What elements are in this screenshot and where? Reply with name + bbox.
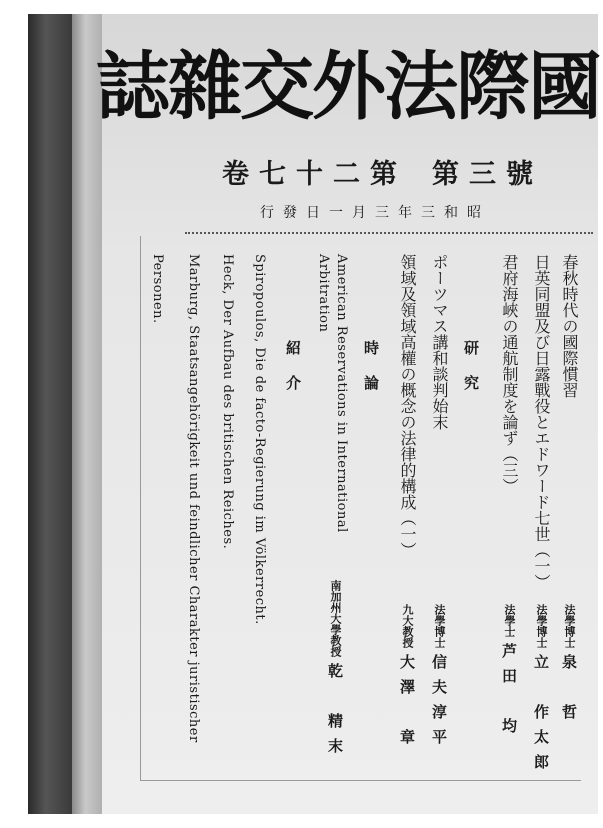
book-spine-shadow	[28, 14, 72, 814]
article-author	[500, 604, 518, 743]
article-author	[326, 580, 344, 763]
book-binding-edge	[72, 14, 102, 814]
volume-issue	[222, 152, 543, 191]
article-title: ポーツマス講和談判始末	[430, 254, 449, 430]
article-title: 春秋時代の國際慣習	[560, 254, 579, 398]
author-name: 泉 哲	[560, 654, 578, 729]
issue-number: 第三號	[432, 159, 543, 190]
introduction-item: Heck, Der Aufbau des britischen Reiches.	[220, 254, 235, 550]
author-title: 九大教授	[401, 604, 414, 648]
article-author	[398, 604, 416, 754]
article-author	[532, 604, 550, 779]
author-title: 法學博士	[433, 604, 446, 648]
article-title: 領域及領域高權の概念の法律的構成（一）	[398, 254, 417, 558]
journal-title: 國際法外交雜誌	[96, 44, 600, 130]
article-title: 君府海峽の通航制度を論ず（三）	[500, 254, 519, 494]
article-title: 日英同盟及び日露戰役とエドワード七世（一）	[532, 254, 551, 590]
article-author	[430, 604, 448, 754]
section-heading-commentary: 時論	[362, 340, 380, 410]
author-title: 法學博士	[563, 604, 576, 648]
author-name: 信夫淳平	[430, 654, 448, 754]
introduction-item: Spiropoulos, Die de facto-Regierung im Völkerrecht.	[252, 254, 267, 625]
publication-date: 昭和三年三月一日發行	[260, 205, 490, 221]
author-name: 乾 精末	[326, 663, 344, 763]
section-heading-research: 研究	[462, 340, 480, 410]
author-name: 立 作太郎	[532, 654, 550, 779]
article-title-line: American Reservations in International	[334, 254, 349, 533]
introduction-item: Marburg, Staatsangehörigkeit und feindlicher Charakter juristischer	[186, 254, 201, 743]
author-title: 南加州大學教授	[329, 580, 342, 657]
volume-number: 第二十七卷	[222, 159, 407, 190]
introduction-item: Personen.	[150, 254, 165, 324]
author-title: 法學博士	[535, 604, 548, 648]
dotted-divider	[185, 232, 593, 234]
section-heading-introduction: 紹介	[284, 340, 302, 410]
author-title: 法學士	[503, 604, 516, 637]
author-name: 芦田 均	[500, 643, 518, 743]
author-name: 大澤 章	[398, 654, 416, 754]
article-author	[560, 604, 578, 729]
article-title-line: Arbitration	[316, 254, 331, 333]
